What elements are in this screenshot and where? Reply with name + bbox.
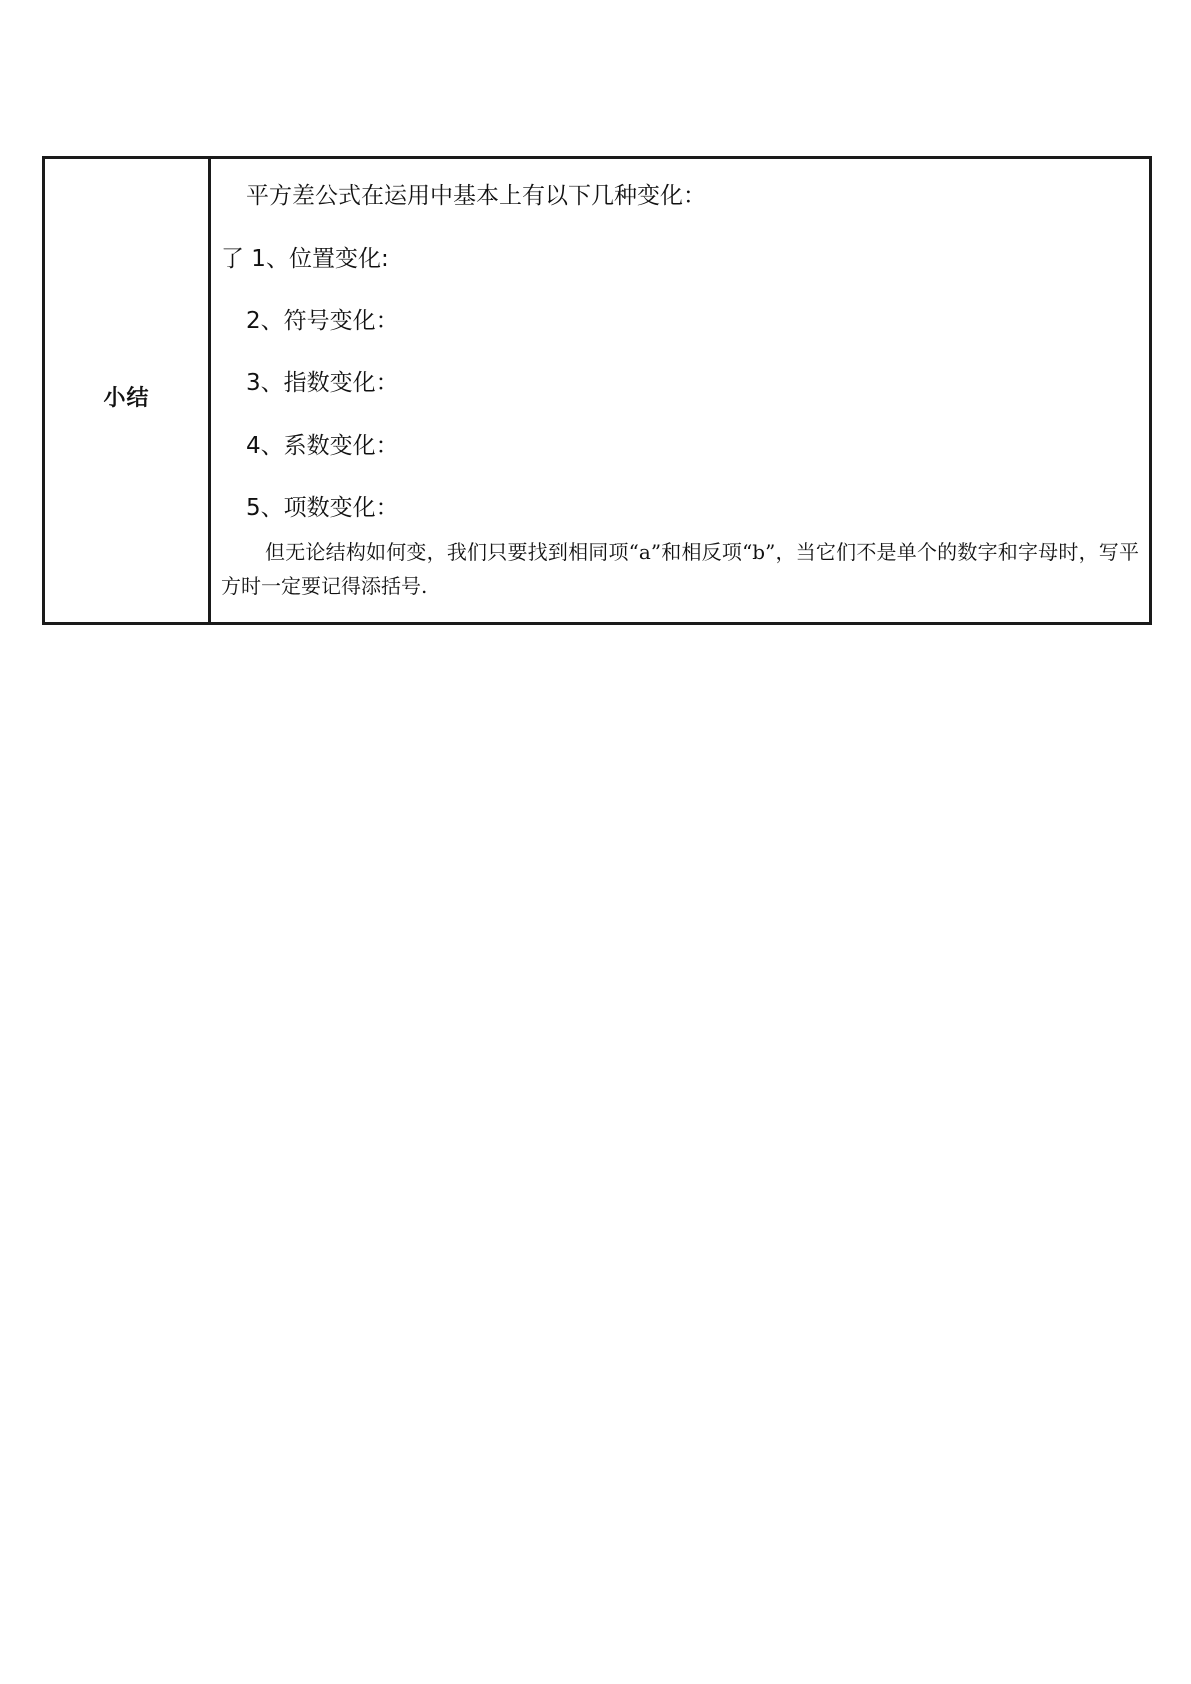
summary-table: [42, 156, 1152, 625]
list-item: 2、符号变化：: [246, 308, 399, 334]
content-cell: [210, 158, 1151, 624]
table-row: [44, 158, 1151, 624]
label-cell: [44, 158, 210, 624]
list-item: 3、指数变化：: [246, 370, 399, 396]
list-item: 4、系数变化：: [246, 433, 399, 459]
note-paragraph: 但无论结构如何变，我们只要找到相同项“a”和相反项“b”，当它们不是单个的数字和字母时，写平方时一定要记得添括号.: [221, 540, 1139, 598]
list-item: 了 1、位置变化:: [221, 246, 389, 272]
intro-text: 平方差公式在运用中基本上有以下几种变化：: [246, 183, 706, 209]
list-item: 5、项数变化：: [246, 495, 399, 521]
section-label: 小结: [103, 386, 150, 411]
